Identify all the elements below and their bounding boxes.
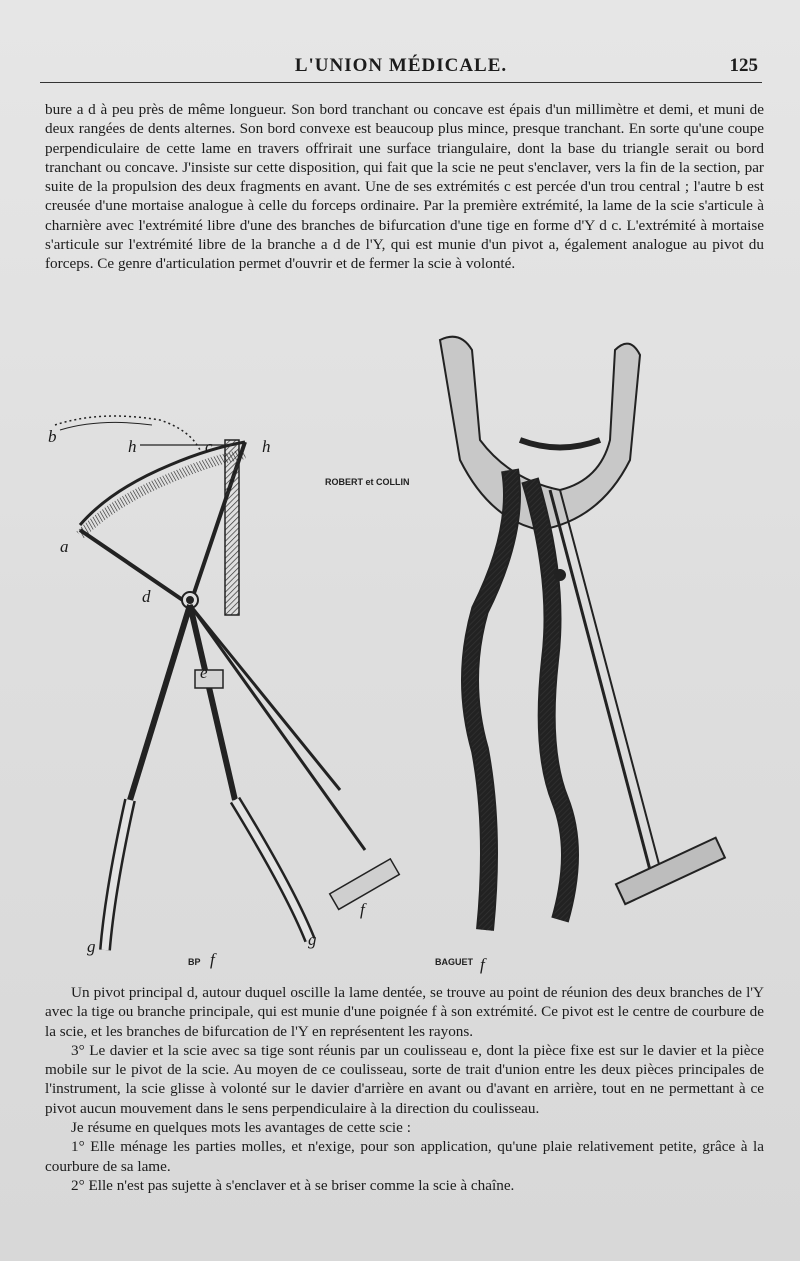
label-c: c — [205, 437, 213, 456]
label-d: d — [142, 587, 151, 606]
label-h-left: h — [128, 437, 137, 456]
engraver-mark-left: BP — [188, 957, 201, 967]
label-e: e — [200, 663, 208, 682]
running-header — [40, 50, 762, 83]
bottom-paragraph-block — [45, 983, 764, 1195]
page-number: 125 — [729, 55, 758, 76]
engraver-mark-right: BAGUET — [435, 957, 473, 967]
paragraph-advantage-1: 1° Elle ménage les parties molles, et n'exige, pour son application, qu'une plaie relativement petite, grâce à la courbure de sa lame. — [45, 1138, 764, 1175]
paragraph-summary-intro: Je résume en quelques mots les avantages de cette scie : — [71, 1119, 411, 1137]
paragraph-saw-description: bure a d à peu près de même longueur. Son bord tranchant ou concave est épais d'un millimètre et demi, et muni de deux rangées de dents alternes. Son bord convexe est beaucoup plus mince, presque tranchant. En sorte qu'une coupe perpendiculaire de cette lame en travers offrirait une surface triangulaire, dont la base du triangle serait ou bord tranchant ou concave. J'insiste sur cette disposition, qui fait que la scie ne peut s'enclaver, vers la fin de la section, par suite de la propulsion des deux fragments en avant. Une de ses extrémités c est percée d'un trou central ; l'autre b est creusée d'une mortaise analogue à celle du forceps ordinaire. Par la première extrémité, la lame de la scie s'articule à charnière avec l'extrémité libre d'une des branches de bifurcation d'une tige en forme d'Y d c. L'extrémité à mortaise s'articule sur l'extrémité libre de la branche a d de l'Y, qui est munie d'un pivot a, également analogue au pivot du forceps. Ce genre d'articulation permet d'ouvrir et de fermer la scie à volonté. — [45, 101, 764, 273]
paragraph-advantage-2: 2° Elle n'est pas sujette à s'enclaver et à se briser comme la scie à chaîne. — [71, 1176, 515, 1194]
engraving-svg — [40, 330, 760, 980]
label-f-saw-handle: f — [360, 900, 365, 919]
paragraph-pivot: Un pivot principal d, autour duquel oscille la lame dentée, se trouve au point de réunion des deux branches de l'Y avec la tige ou branche principale, qui est munie d'une poignée f à son extrémité. Ce pivot est le centre de courbure de la scie, et les branches de bifurcation de l'Y en représentent les rayons. — [45, 984, 764, 1040]
maker-stamp: ROBERT et COLLIN — [325, 477, 410, 487]
left-instrument-saw — [55, 416, 399, 950]
label-f-forceps: f — [480, 955, 485, 974]
instrument-engraving — [40, 330, 760, 980]
label-g-left: g — [87, 937, 96, 956]
label-f-figure: f — [210, 950, 215, 969]
journal-title: L'UNION MÉDICALE. — [294, 55, 508, 76]
label-g-right: g — [308, 930, 317, 949]
right-instrument-forceps — [440, 337, 725, 930]
top-paragraph-block — [45, 100, 764, 274]
label-a: a — [60, 537, 69, 556]
label-b: b — [48, 427, 57, 446]
paragraph-coulisseau: 3° Le davier et la scie avec sa tige sont réunis par un coulisseau e, dont la pièce fixe est sur le davier et la pièce mobile sur le pivot de la scie. Au moyen de ce coulisseau, sorte de trait d'union entre les deux pièces principales de l'instrument, la scie glisse à volonté sur le davier d'arrière en avant ou d'avant en arrière, tout en ne permettant à ce pivot aucun mouvement dans le sens perpendiculaire à la direction du coulisseau. — [45, 1041, 764, 1117]
label-h-right: h — [262, 437, 271, 456]
